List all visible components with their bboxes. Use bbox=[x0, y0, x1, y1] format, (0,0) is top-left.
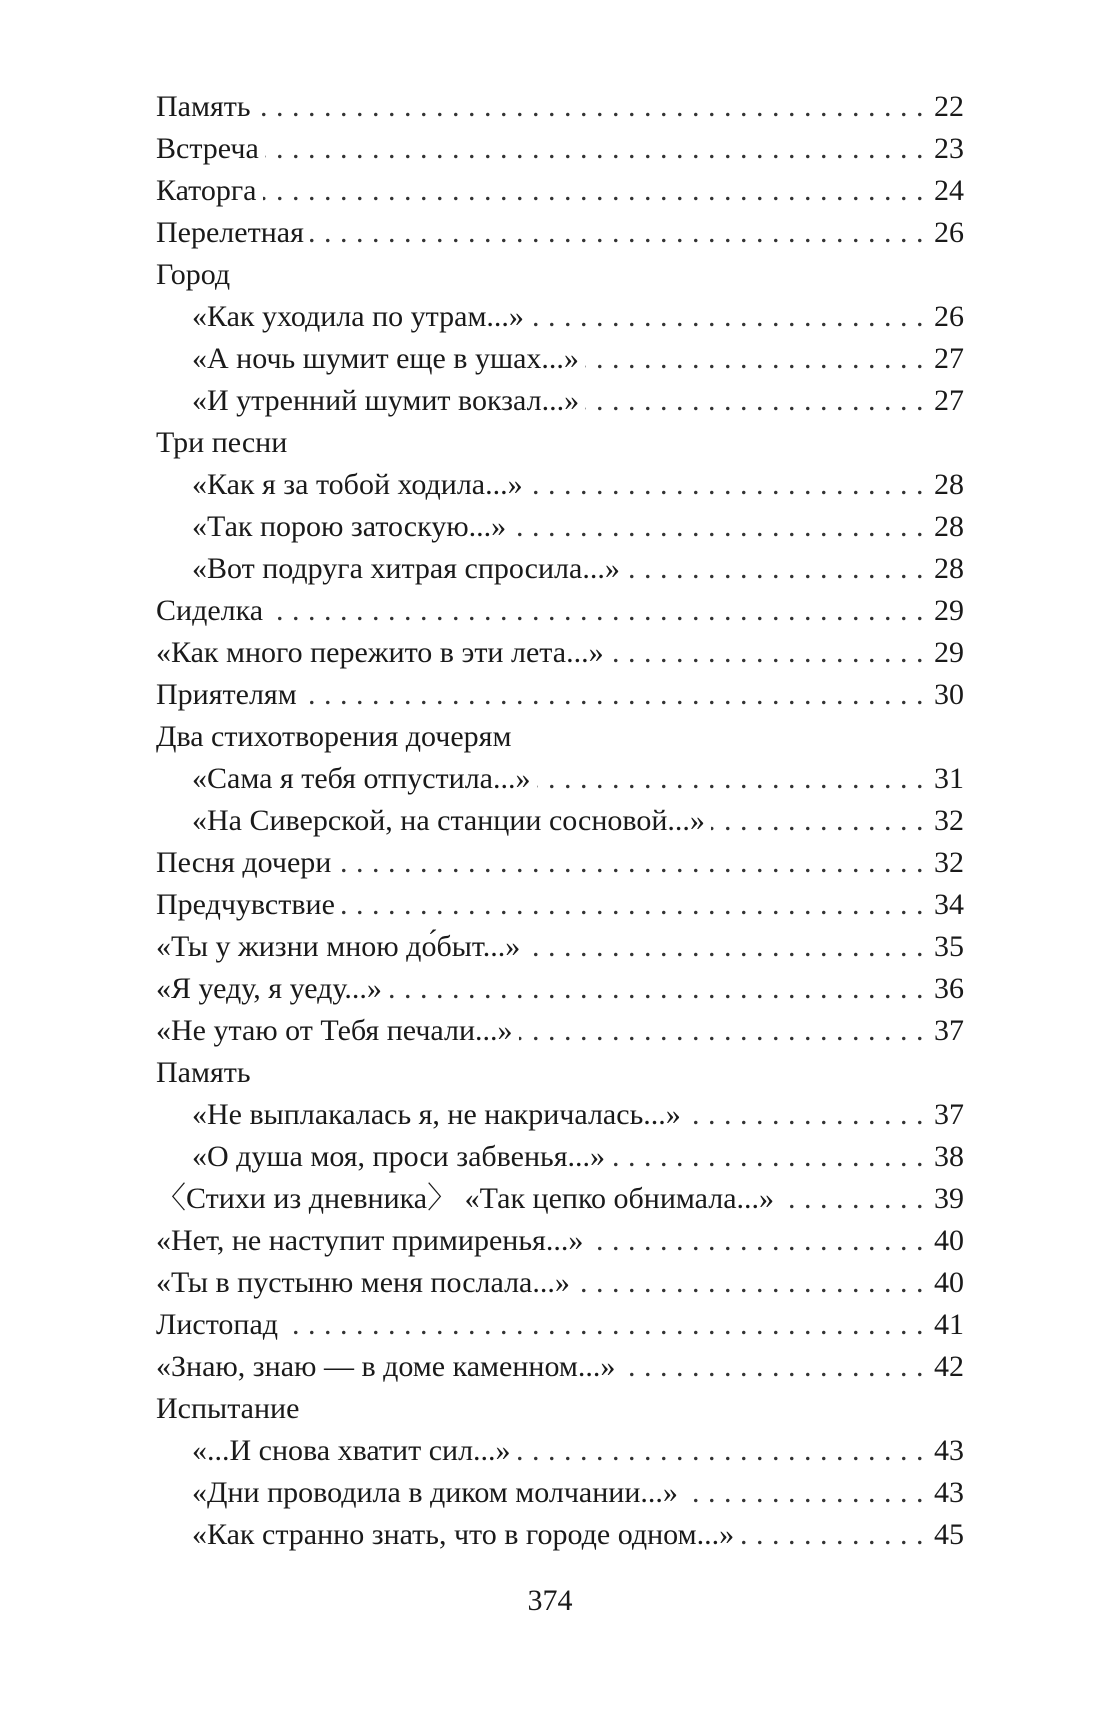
toc-entry-title: «Сама я тебя отпустила...» bbox=[192, 762, 531, 795]
dot-leader bbox=[284, 1304, 924, 1346]
toc-entry-title: Испытание bbox=[156, 1392, 300, 1425]
toc-entry-title: «Вот подруга хитрая спросила...» bbox=[192, 552, 620, 585]
toc-entry-title: Память bbox=[156, 1056, 251, 1089]
toc-entry-page: 43 bbox=[934, 1476, 964, 1509]
toc-entry-page: 28 bbox=[934, 468, 964, 501]
toc-entry bbox=[156, 1514, 964, 1556]
toc-entry-page: 39 bbox=[934, 1182, 964, 1215]
dot-leader bbox=[512, 506, 924, 548]
toc-entry-title: «...И снова хватит сил...» bbox=[192, 1434, 511, 1467]
dot-leader bbox=[529, 464, 924, 506]
toc-entry bbox=[156, 1136, 964, 1178]
toc-entry bbox=[156, 884, 964, 926]
toc-entry bbox=[156, 86, 964, 128]
dot-leader bbox=[517, 1430, 924, 1472]
toc-entry-title: «Я уеду, я уеду...» bbox=[156, 972, 382, 1005]
toc-entry-title: Каторга bbox=[156, 174, 257, 207]
toc-entry bbox=[156, 674, 964, 716]
toc-entry bbox=[156, 1472, 964, 1514]
toc-entry-title: Сиделка bbox=[156, 594, 264, 627]
toc-entry bbox=[156, 1178, 964, 1220]
toc-entry-title: «Знаю, знаю — в доме каменном...» bbox=[156, 1350, 616, 1383]
toc-entry-page: 42 bbox=[934, 1350, 964, 1383]
toc-entry-title: 〈Стихи из дневника〉 «Так цепко обнимала...» bbox=[156, 1182, 775, 1215]
toc-entry-page: 30 bbox=[934, 678, 964, 711]
toc-entry bbox=[156, 1304, 964, 1346]
dot-leader bbox=[585, 380, 924, 422]
toc-entry-title: Предчувствие bbox=[156, 888, 335, 921]
toc-entry-title: Перелетная bbox=[156, 216, 304, 249]
toc-entry-title: «На Сиверской, на станции сосновой...» bbox=[192, 804, 705, 837]
toc-entry-title: «Как я за тобой ходила...» bbox=[192, 468, 523, 501]
toc-entry-title: Три песни bbox=[156, 426, 288, 459]
toc-entry-title: «И утренний шумит вокзал...» bbox=[192, 384, 580, 417]
toc-entry bbox=[156, 1262, 964, 1304]
dot-leader bbox=[589, 1220, 924, 1262]
toc-entry-page: 26 bbox=[934, 300, 964, 333]
toc-entry-page: 26 bbox=[934, 216, 964, 249]
toc-entry-title: «Как много пережито в эти лета...» bbox=[156, 636, 604, 669]
dot-leader bbox=[337, 842, 924, 884]
toc-section-heading bbox=[156, 1052, 964, 1094]
dot-leader bbox=[257, 86, 924, 128]
dot-leader bbox=[687, 1094, 924, 1136]
toc-entry-title: «Не выплакалась я, не накричалась...» bbox=[192, 1098, 681, 1131]
toc-entry-title: «Ты у жизни мною до́быт...» bbox=[156, 930, 521, 963]
table-of-contents bbox=[156, 86, 964, 1556]
toc-entry bbox=[156, 800, 964, 842]
dot-leader bbox=[388, 968, 924, 1010]
toc-entry-title: Два стихотворения дочерям bbox=[156, 720, 512, 753]
toc-entry-page: 31 bbox=[934, 762, 964, 795]
toc-entry-page: 32 bbox=[934, 804, 964, 837]
toc-entry-title: «Нет, не наступит примиренья...» bbox=[156, 1224, 584, 1257]
dot-leader bbox=[780, 1178, 924, 1220]
toc-entry bbox=[156, 758, 964, 800]
toc-entry-page: 45 bbox=[934, 1518, 964, 1551]
dot-leader bbox=[265, 128, 924, 170]
toc-entry-page: 38 bbox=[934, 1140, 964, 1173]
toc-entry-page: 32 bbox=[934, 846, 964, 879]
toc-entry-title: Память bbox=[156, 90, 251, 123]
toc-entry-page: 28 bbox=[934, 552, 964, 585]
toc-entry bbox=[156, 590, 964, 632]
toc-entry bbox=[156, 1220, 964, 1262]
toc-entry-title: Песня дочери bbox=[156, 846, 332, 879]
toc-entry-page: 28 bbox=[934, 510, 964, 543]
dot-leader bbox=[626, 548, 924, 590]
toc-entry-title: Город bbox=[156, 258, 231, 291]
toc-entry bbox=[156, 380, 964, 422]
toc-section-heading bbox=[156, 422, 964, 464]
toc-entry-title: «Ты в пустыню меня послала...» bbox=[156, 1266, 570, 1299]
toc-entry-page: 27 bbox=[934, 342, 964, 375]
toc-entry bbox=[156, 926, 964, 968]
dot-leader bbox=[610, 632, 924, 674]
toc-entry-page: 35 bbox=[934, 930, 964, 963]
toc-entry-title: «Как уходила по утрам...» bbox=[192, 300, 524, 333]
toc-entry-title: «Так порою затоскую...» bbox=[192, 510, 507, 543]
dot-leader bbox=[263, 170, 925, 212]
dot-leader bbox=[310, 212, 924, 254]
toc-section-heading bbox=[156, 1388, 964, 1430]
toc-entry bbox=[156, 170, 964, 212]
dot-leader bbox=[684, 1472, 924, 1514]
dot-leader bbox=[711, 800, 924, 842]
toc-entry-page: 29 bbox=[934, 636, 964, 669]
dot-leader bbox=[537, 758, 925, 800]
toc-entry-page: 41 bbox=[934, 1308, 964, 1341]
toc-entry-page: 43 bbox=[934, 1434, 964, 1467]
dot-leader bbox=[303, 674, 924, 716]
toc-entry-title: «О душа моя, проси забвенья...» bbox=[192, 1140, 605, 1173]
toc-entry bbox=[156, 296, 964, 338]
dot-leader bbox=[740, 1514, 924, 1556]
toc-entry bbox=[156, 506, 964, 548]
dot-leader bbox=[576, 1262, 924, 1304]
toc-entry-page: 22 bbox=[934, 90, 964, 123]
toc-entry-title: Встреча bbox=[156, 132, 259, 165]
toc-entry-title: «Как странно знать, что в городе одном...» bbox=[192, 1518, 735, 1551]
toc-entry-page: 23 bbox=[934, 132, 964, 165]
dot-leader bbox=[621, 1346, 924, 1388]
dot-leader bbox=[611, 1136, 924, 1178]
toc-entry-title: «А ночь шумит еще в ушах...» bbox=[192, 342, 579, 375]
toc-entry-page: 24 bbox=[934, 174, 964, 207]
toc-entry bbox=[156, 1346, 964, 1388]
toc-entry bbox=[156, 212, 964, 254]
dot-leader bbox=[585, 338, 924, 380]
toc-entry bbox=[156, 1430, 964, 1472]
toc-entry-page: 37 bbox=[934, 1014, 964, 1047]
toc-entry-title: «Дни проводила в диком молчании...» bbox=[192, 1476, 678, 1509]
toc-entry-title: Листопад bbox=[156, 1308, 279, 1341]
toc-entry-page: 36 bbox=[934, 972, 964, 1005]
toc-entry-page: 40 bbox=[934, 1266, 964, 1299]
toc-entry-page: 27 bbox=[934, 384, 964, 417]
toc-entry bbox=[156, 338, 964, 380]
toc-entry bbox=[156, 968, 964, 1010]
dot-leader bbox=[519, 1010, 924, 1052]
toc-entry bbox=[156, 1010, 964, 1052]
toc-entry bbox=[156, 128, 964, 170]
page-number: 374 bbox=[527, 1584, 573, 1617]
dot-leader bbox=[341, 884, 924, 926]
toc-entry-page: 37 bbox=[934, 1098, 964, 1131]
toc-entry bbox=[156, 548, 964, 590]
toc-entry-page: 40 bbox=[934, 1224, 964, 1257]
toc-entry bbox=[156, 1094, 964, 1136]
toc-section-heading bbox=[156, 716, 964, 758]
toc-entry-page: 34 bbox=[934, 888, 964, 921]
dot-leader bbox=[530, 296, 924, 338]
dot-leader bbox=[269, 590, 924, 632]
toc-entry-page: 29 bbox=[934, 594, 964, 627]
toc-entry bbox=[156, 464, 964, 506]
toc-entry bbox=[156, 632, 964, 674]
toc-entry-title: Приятелям bbox=[156, 678, 297, 711]
toc-entry bbox=[156, 842, 964, 884]
toc-entry-title: «Не утаю от Тебя печали...» bbox=[156, 1014, 513, 1047]
toc-section-heading bbox=[156, 254, 964, 296]
dot-leader bbox=[526, 926, 924, 968]
